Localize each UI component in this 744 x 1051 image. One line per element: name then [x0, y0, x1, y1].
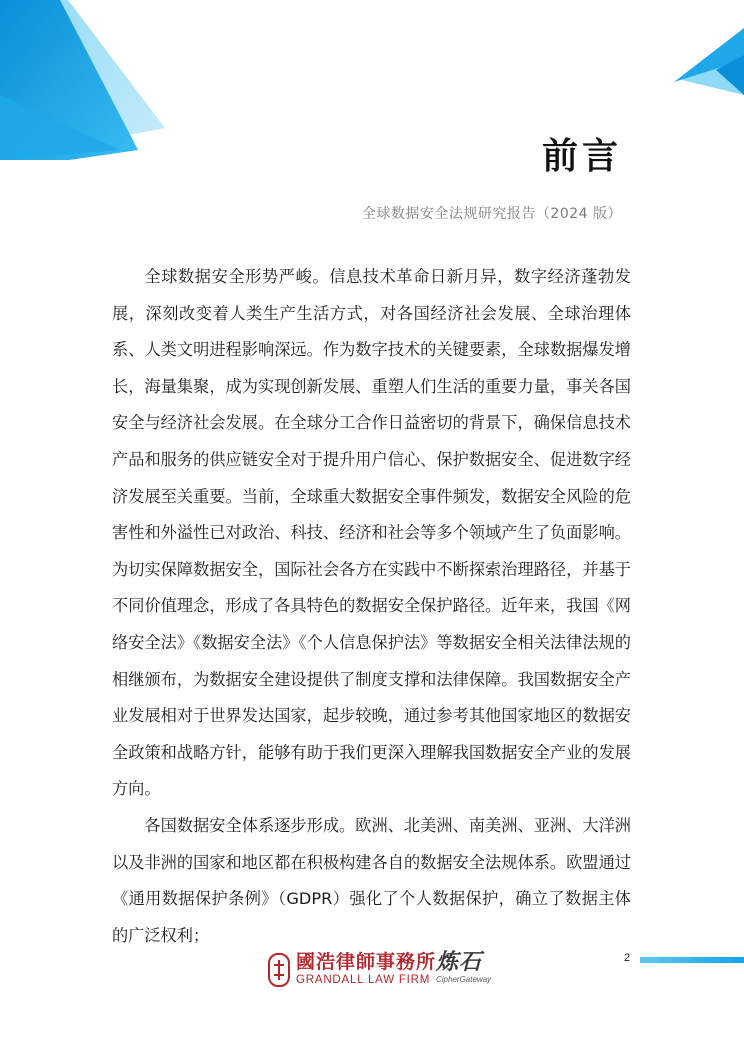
grandall-logo — [268, 948, 436, 992]
ciphergateway-name-cn: 炼石 — [436, 950, 483, 975]
grandall-name-cn: 國浩律師事務所 — [296, 951, 437, 974]
ciphergateway-name-en: CipherGateway — [436, 975, 492, 984]
decorative-triangles-top-left — [0, 0, 170, 160]
paragraph: 各国数据安全体系逐步形成。欧洲、北美洲、南美洲、亚洲、大洋洲以及非洲的国家和地区都在积极构建各自的数据安全法规体系。欧盟通过《通用数据保护条例》（GDPR）强化了个人数据保护，确立了数据主体的广泛权利； — [112, 815, 631, 945]
body-text — [112, 259, 631, 954]
page-subtitle: 全球数据安全法规研究报告（2024 版） — [361, 206, 622, 222]
page-number: 2 — [624, 952, 631, 964]
grandall-name-en: GRANDALL LAW FIRM — [296, 974, 431, 987]
page-footer — [0, 940, 744, 1000]
ciphergateway-logo — [436, 952, 491, 984]
paragraph: 全球数据安全形势严峻。信息技术革命日新月异，数字经济蓬勃发展，深刻改变着人类生产生活方式，对各国经济社会发展、全球治理体系、人类文明进程影响深远。作为数字技术的关键要素，全球数据爆发增长，海量集聚，成为实现创新发展、重塑人们生活的重要力量，事关各国安全与经济社会发展。在全球分工合作日益密切的背景下，确保信息技术产品和服务的供应链安全对于提升用户信心、保护数据安全、促进数字经济发展至关重要。当前，全球重大数据安全事件频发，数据安全风险的危害性和外溢性已对政治、科技、经济和社会等多个领域产生了负面影响。为切实保障数据安全，国际社会各方在实践中不断探索治理路径，并基于不同价值理念，形成了各具特色的数据安全保护路径。近年来，我国《网络安全法》《数据安全法》《个人信息保护法》等数据安全相关法律法规的相继颁布，为数据安全建设提供了制度支撑和法律保障。我国数据安全产业发展相对于世界发达国家，起步较晚，通过参考其他国家地区的数据安全政策和战略方针，能够有助于我们更深入理解我国数据安全产业的发展方向。 — [112, 267, 631, 799]
grandall-seal-icon — [268, 953, 290, 987]
page-title: 前言 — [541, 136, 622, 177]
decorative-triangles-top-right — [674, 0, 744, 100]
page-accent-bar — [640, 957, 744, 963]
